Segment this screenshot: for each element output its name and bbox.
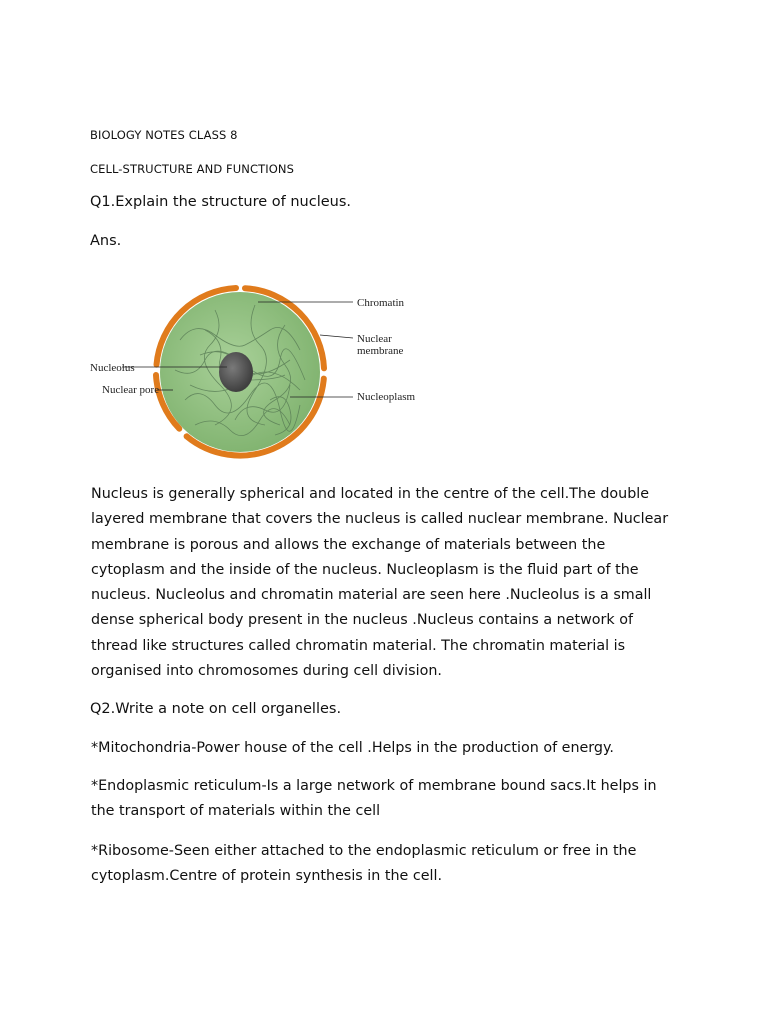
paragraph-line: cytoplasm and the inside of the nucleus. Nucleoplasm is the fluid part of the <box>91 561 639 578</box>
paragraph-line: thread like structures called chromatin material. The chromatin material is <box>91 637 626 654</box>
label-nucleoplasm: Nucleoplasm <box>357 391 416 403</box>
answer-label: Ans. <box>90 233 122 249</box>
organelle-ribosome <box>91 839 681 890</box>
label-nuclear-membrane-1: Nuclear <box>357 333 392 345</box>
question-2: Q2.Write a note on cell organelles. <box>90 701 342 717</box>
question-1: Q1.Explain the structure of nucleus. <box>90 194 351 210</box>
paragraph-line: membrane is porous and allows the exchange of materials between the <box>91 536 606 553</box>
label-nuclear-pore: Nuclear pore <box>102 384 160 396</box>
label-nuclear-membrane-2: membrane <box>357 345 404 357</box>
chapter-title: CELL-STRUCTURE AND FUNCTIONS <box>90 162 294 176</box>
paragraph-line: *Mitochondria-Power house of the cell .Helps in the production of energy. <box>91 740 614 756</box>
paragraph-line: dense spherical body present in the nucleus .Nucleus contains a network of <box>91 612 634 629</box>
paragraph-line: layered membrane that covers the nucleus is called nuclear membrane. Nuclear <box>91 511 669 528</box>
organelle-endoplasmic-reticulum <box>91 774 681 825</box>
paragraph-line: Nucleus is generally spherical and located in the centre of the cell.The double <box>91 486 650 502</box>
paragraph-line: *Endoplasmic reticulum-Is a large network of membrane bound sacs.It helps in <box>91 778 657 794</box>
paragraph-line: nucleus. Nucleolus and chromatin material are seen here .Nucleolus is a small <box>91 587 652 604</box>
organelle-mitochondria <box>91 736 681 761</box>
nucleus-diagram <box>90 280 435 470</box>
notes-title: BIOLOGY NOTES CLASS 8 <box>90 128 238 142</box>
paragraph-line: the transport of materials within the cell <box>91 803 381 820</box>
label-nucleolus: Nucleolus <box>90 362 135 374</box>
nucleolus-body <box>219 352 253 392</box>
label-chromatin: Chromatin <box>357 297 405 309</box>
paragraph-line: organised into chromosomes during cell division. <box>91 663 442 680</box>
answer-1-paragraph <box>91 482 681 684</box>
paragraph-line: cytoplasm.Centre of protein synthesis in the cell. <box>91 868 443 885</box>
paragraph-line: *Ribosome-Seen either attached to the endoplasmic reticulum or free in the <box>91 843 637 859</box>
